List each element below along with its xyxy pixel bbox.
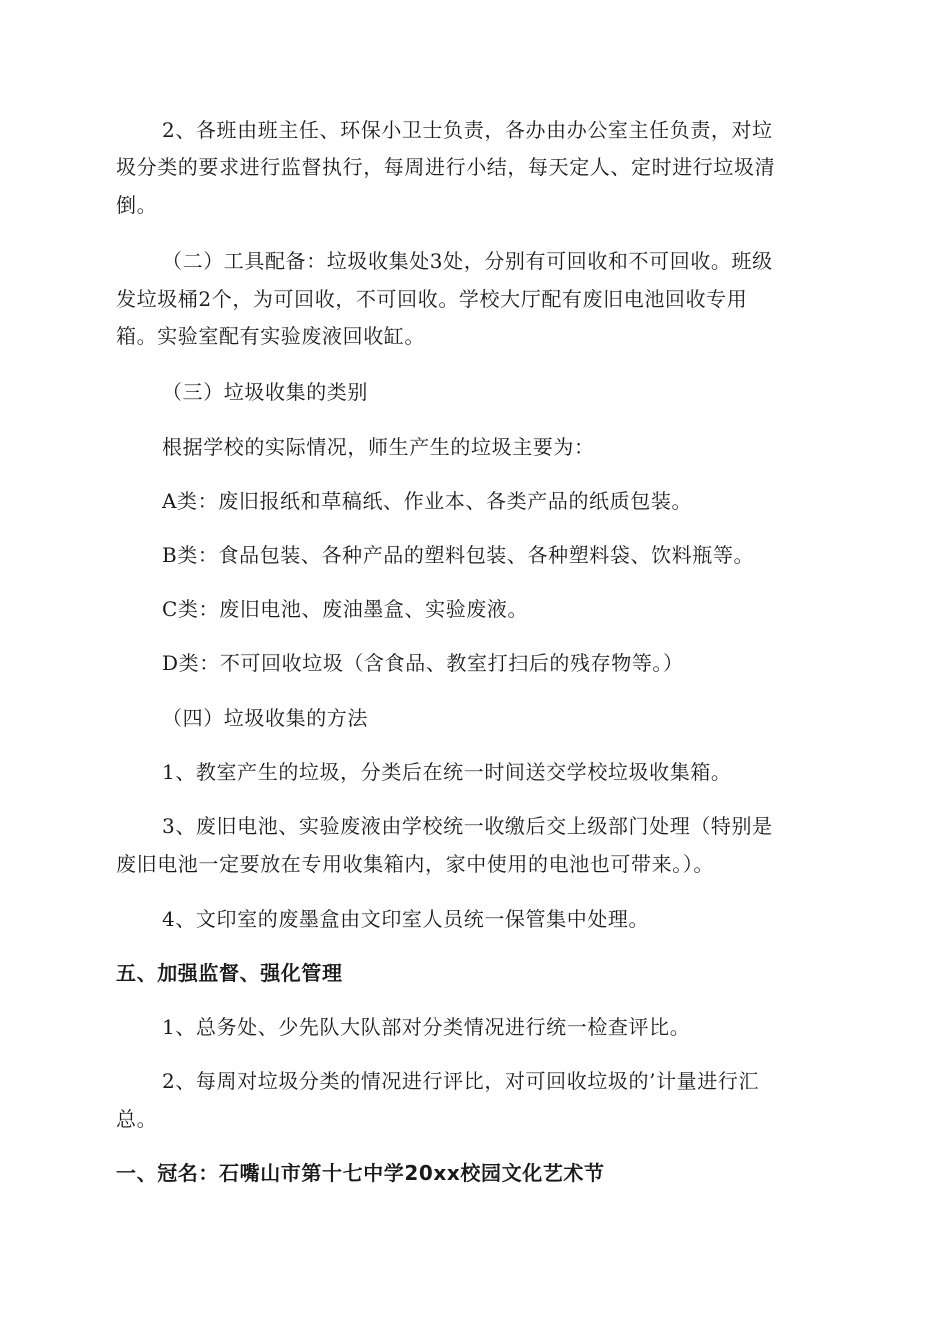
list-item: A类：废旧报纸和草稿纸、作业本、各类产品的纸质包装。 bbox=[162, 489, 693, 513]
paragraph-line: 根据学校的实际情况，师生产生的垃圾主要为： bbox=[162, 435, 595, 459]
paragraph-line: 发垃圾桶2个，为可回收，不可回收。学校大厅配有废旧电池回收专用 bbox=[116, 287, 748, 311]
list-item: D类：不可回收垃圾（含食品、教室打扫后的残存物等。） bbox=[162, 651, 684, 675]
paragraph-line: 1、总务处、少先队大队部对分类情况进行统一检查评比。 bbox=[162, 1015, 691, 1039]
list-item: B类：食品包装、各种产品的塑料包装、各种塑料袋、饮料瓶等。 bbox=[162, 543, 755, 567]
paragraph-line: 倒。 bbox=[116, 193, 158, 217]
paragraph-line: （二）工具配备：垃圾收集处3处，分别有可回收和不可回收。班级 bbox=[162, 249, 773, 273]
paragraph-line: 4、文印室的废墨盒由文印室人员统一保管集中处理。 bbox=[162, 907, 650, 931]
section-heading: 五、加强监督、强化管理 bbox=[116, 961, 343, 985]
paragraph-line: 箱。实验室配有实验废液回收缸。 bbox=[116, 324, 425, 348]
paragraph-line: 圾分类的要求进行监督执行，每周进行小结，每天定人、定时进行垃圾清 bbox=[116, 155, 776, 179]
section-heading: 一、冠名：石嘴山市第十七中学20xx校园文化艺术节 bbox=[116, 1161, 605, 1185]
paragraph-line: 废旧电池一定要放在专用收集箱内，家中使用的电池也可带来。）。 bbox=[116, 852, 714, 876]
section-subheading: （三）垃圾收集的类别 bbox=[162, 380, 368, 404]
paragraph-line: 2、各班由班主任、环保小卫士负责，各办由办公室主任负责，对垃 bbox=[162, 118, 773, 142]
paragraph-line: 总。 bbox=[116, 1107, 158, 1131]
list-item: C类：废旧电池、废油墨盒、实验废液。 bbox=[162, 597, 529, 621]
paragraph-line: 1、教室产生的垃圾，分类后在统一时间送交学校垃圾收集箱。 bbox=[162, 760, 732, 784]
paragraph-line: 2、每周对垃圾分类的情况进行评比，对可回收垃圾的’计量进行汇 bbox=[162, 1069, 760, 1093]
section-subheading: （四）垃圾收集的方法 bbox=[162, 706, 368, 730]
paragraph-line: 3、废旧电池、实验废液由学校统一收缴后交上级部门处理（特别是 bbox=[162, 814, 773, 838]
